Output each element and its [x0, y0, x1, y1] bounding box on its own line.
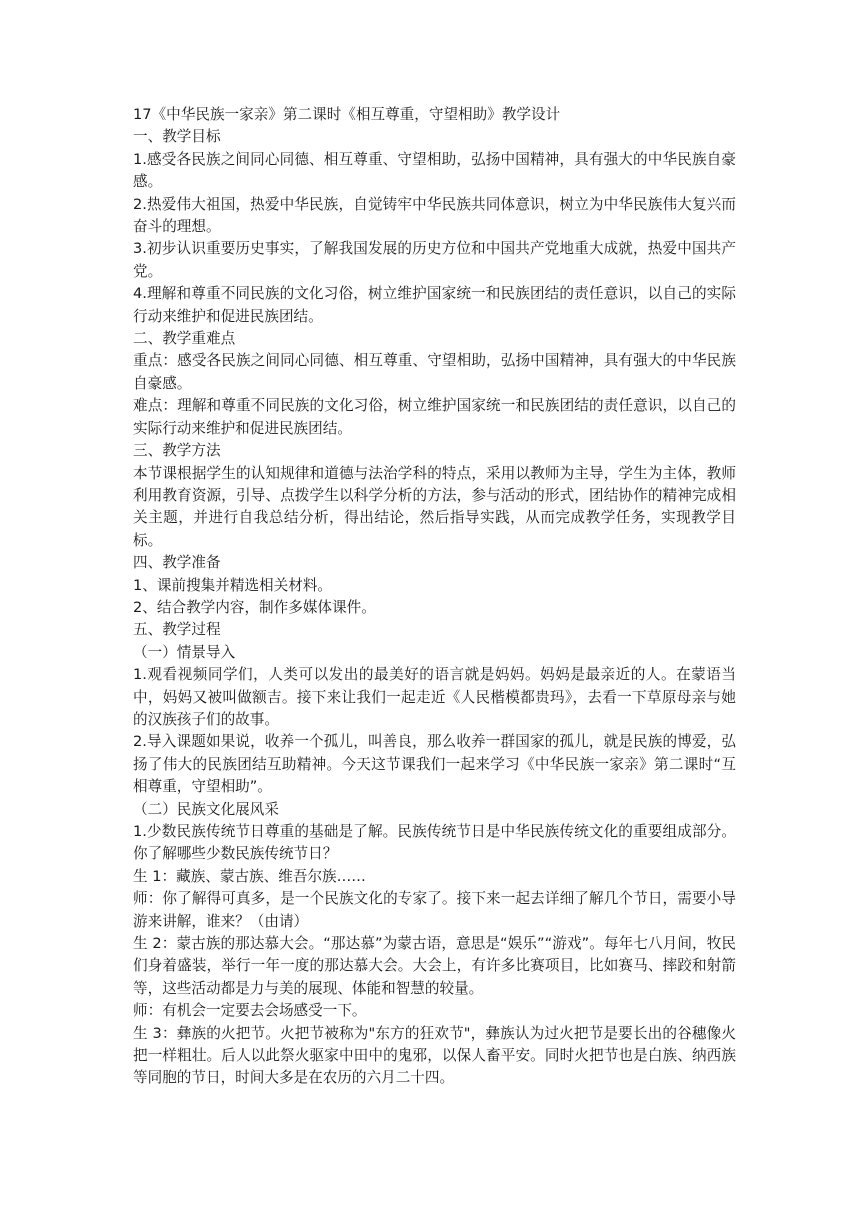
document-page	[133, 104, 736, 1090]
dialogue-student-3: 生 3：彝族的火把节。火把节被称为"东方的狂欢节"，彝族认为过火把节是要长出的谷穗像火把一样粗壮。后人以此祭火驱家中田中的鬼邪，以保人畜平安。同时火把节也是白族、纳西族等同胞的节日，时间大多是在农历的六月二十四。	[133, 1024, 736, 1087]
preparation-item-1: 1、课前搜集并精选相关材料。	[133, 576, 333, 594]
dialogue-student-2: 生 2：蒙古族的那达慕大会。“那达慕”为蒙古语，意思是“娱乐”“游戏”。每年七八月间，牧民们身着盛装，举行一年一度的那达慕大会。大会上，有许多比赛项目，比如赛马、摔跤和射箭等，这些活动都是力与美的展现、体能和智慧的较量。	[133, 935, 736, 997]
heading-process: 五、教学过程	[133, 621, 221, 639]
heading-preparation: 四、教学准备	[133, 554, 221, 572]
intro-item-1: 1.观看视频同学们，人类可以发出的最美好的语言就是妈妈。妈妈是最亲近的人。在蒙语当中，妈妈又被叫做额吉。接下来让我们一起走近《人民楷模都贵玛》，去看一下草原母亲与她的汉族孩子们的故事。	[133, 666, 736, 728]
dialogue-teacher-1: 师：你了解得可真多，是一个民族文化的专家了。接下来一起去详细了解几个节日，需要小导游来讲解，谁来？（由请）	[133, 890, 736, 930]
heading-key-points: 二、教学重难点	[133, 330, 236, 348]
subheading-intro: （一）情景导入	[133, 643, 236, 661]
goal-item-3: 3.初步认识重要历史事实，了解我国发展的历史方位和中国共产党地重大成就，热爱中国共产党。	[133, 240, 736, 280]
culture-item-1: 1.少数民族传统节日尊重的基础是了解。民族传统节日是中华民族传统文化的重要组成部分。你了解哪些少数民族传统节日？	[133, 823, 736, 863]
dialogue-student-1: 生 1：藏族、蒙古族、维吾尔族……	[133, 867, 366, 885]
preparation-item-2: 2、结合教学内容，制作多媒体课件。	[133, 598, 376, 616]
goal-item-2: 2.热爱伟大祖国，热爱中华民族，自觉铸牢中华民族共同体意识，树立为中华民族伟大复兴而奋斗的理想。	[133, 195, 736, 236]
goal-item-1: 1.感受各民族之间同心同德、相互尊重、守望相助，弘扬中国精神，具有强大的中华民族自豪感。	[133, 150, 736, 191]
heading-methods: 三、教学方法	[133, 442, 221, 460]
difficult-point: 难点：理解和尊重不同民族的文化习俗，树立维护国家统一和民族团结的责任意识，以自己的实际行动来维护和促进民族团结。	[133, 397, 736, 437]
methods-text: 本节课根据学生的认知规律和道德与法治学科的特点，采用以教师为主导，学生为主体，教师利用教育资源，引导、点拨学生以科学分析的方法，参与活动的形式，团结协作的精神完成相关主题，并进行自我总结分析，得出结论，然后指导实践，从而完成教学任务，实现教学目标。	[133, 464, 736, 549]
dialogue-teacher-2: 师：有机会一定要去会场感受一下。	[133, 1002, 367, 1020]
document-title: 17《中华民族一家亲》第二课时《相互尊重，守望相助》教学设计	[133, 106, 561, 123]
subheading-culture: （二）民族文化展风采	[133, 800, 279, 818]
intro-item-2: 2.导入课题如果说，收养一个孤儿，叫善良，那么收养一群国家的孤儿，就是民族的博爱，弘扬了伟大的民族团结互助精神。今天这节课我们一起来学习《中华民族一家亲》第二课时“互相尊重，守望相助”。	[133, 733, 736, 796]
goal-item-4: 4.理解和尊重不同民族的文化习俗，树立维护国家统一和民族团结的责任意识，以自己的实际行动来维护和促进民族团结。	[133, 285, 736, 325]
key-point: 重点：感受各民族之间同心同德、相互尊重、守望相助，弘扬中国精神，具有强大的中华民族自豪感。	[133, 352, 736, 392]
heading-goals: 一、教学目标	[133, 128, 221, 146]
